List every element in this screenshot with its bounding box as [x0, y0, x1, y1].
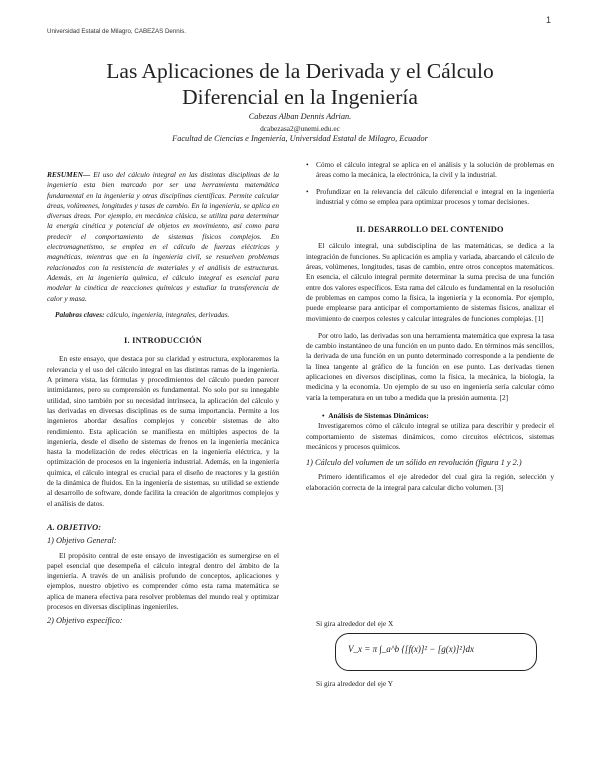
volume-equation: V_x = π ∫_a^b {[f(x)]² − [g(x)]²}dx: [348, 644, 474, 654]
keywords-label: Palabras claves:: [55, 309, 105, 319]
left-column: [47, 170, 279, 627]
desarrollo-paragraph-2: Por otro lado, las derivadas son una herramienta matemática que expresa la tasa de cambio instantáneo de una función en un punto dado. En términos más sencillos, la derivada de una función en un punto determinado corresponde a la pendiente de la línea tangente al gráfico de la función en ese punto. Las derivadas tienen aplicaciones en diversos disciplinas, como la física, la mecánica, la biología, la medicina y la economía. Un ejemplo de su uso en ingeniería sería calcular cómo varía la temperatura en un tubo a medida que la presión aumenta. [2]: [306, 330, 554, 402]
volume-heading: 1) Cálculo del volumen de un sólido en revolución (figura 1 y 2.): [306, 458, 522, 468]
running-header: Universidad Estatal de Milagro, CABEZAS Dennis.: [47, 28, 186, 35]
desarrollo-paragraph-3: Investigaremos cómo el cálculo integral se utiliza para describir y predecir el comportamiento de sistemas dinámicos, como circuitos eléctricos, sistemas mecánicos y procesos químicos.: [306, 421, 554, 451]
objetivo-general-text: El propósito central de este ensayo de investigación es sumergirse en el papel esencial que desempeña el cálculo integral dentro del ámbito de la ingeniería. A través de un análisis profundo de conceptos, aplicaciones y ejemplos, nuestro objetivo es comprender cómo esta rama matemática se aplica de manera efectiva para resolver problemas del mundo real y optimizar procesos en diversas disciplinas ingenieriles.: [47, 550, 279, 611]
bullet-item-1: • Cómo el cálculo integral se aplica en el análisis y la solución de problemas en áreas como la mecánica, la electrónica, la civil y la industrial.: [306, 160, 554, 180]
paper-title: [0, 58, 600, 110]
desarrollo-paragraph-1: El cálculo integral, una subdisciplina de las matemáticas, se dedica a la integración de funciones. Su aplicación es amplia y variada, abarcando el cálculo de áreas, volúmenes, longitudes, tasas de cambio, entre otros conceptos matemáticos. En esencia, el cálculo integral permite determinar la suma precisa de una función entre dos valores específicos. Esta rama del cálculo es fundamental en la resolución de problemas en campos como la física, la ingeniería y la economía. Por ejemplo, puede emplearse para anticipar el comportamiento de sistemas físicos, analizar el movimiento de cuerpos celestes y calcular integrales de funciones complejas. [1]: [306, 241, 554, 323]
intro-heading: I. INTRODUCCIÓN: [124, 336, 202, 346]
title-line-1: Las Aplicaciones de la Derivada y el Cálculo: [106, 59, 494, 83]
intro-paragraph: En este ensayo, que destaca por su claridad y estructura, exploraremos la relevancia y el uso del cálculo integral en las distintas ramas de la ingeniería. A primera vista, las fórmulas y procedimientos del cálculo pueden parecer intimidantes, pero su comprensión es fundamental. No solo por su innegable utilidad, sino también por su necesidad intrínseca, la aplicación del cálculo y las derivadas en diversas disciplinas es de suma importancia. Permite a los ingenieros abordar desafíos complejos y concebir sistemas de alto rendimiento. Esta aplicación se manifiesta en múltiples aspectos de la ingeniería, desde el diseño de sistemas de frenos en la ingeniería mecánica hasta la modelización de redes eléctricas en la ingeniería eléctrica, y la optimización de procesos en la ingeniería industrial. Además, en la ingeniería química, el cálculo integral es crucial para el diseño de reactores y la gestión de la dinámica de fluidos. En la ingeniería de sistemas, su utilidad se extiende al desarrollo de software, donde facilita la creación de algoritmos complejos y el análisis de datos.: [47, 354, 279, 508]
sub-bullet: • Análisis de Sistemas Dinámicos:: [322, 410, 429, 420]
author-affiliation: Facultad de Ciencias e Ingeniería, Universidad Estatal de Milagro, Ecuador: [172, 134, 428, 143]
author-name: Cabezas Alban Dennis Adrian.: [248, 112, 352, 121]
bullet-icon: •: [306, 160, 309, 169]
page-number: 1: [546, 15, 552, 25]
abstract-label: RESUMEN—: [47, 170, 91, 179]
author-email: dcabezasa2@unemi.edu.ec: [260, 124, 340, 133]
objetivo-heading: A. OBJETIVO:: [47, 522, 101, 532]
keywords-text: cálculo, ingeniería, integrales, derivadas.: [104, 309, 230, 319]
eje-x-label: Si gira alrededor del eje X: [316, 619, 394, 628]
desarrollo-paragraph-4: Primero identificamos el eje alrededor del cual gira la región, selección y elaboración correcta de la integral para calcular dicho volumen. [3]: [306, 472, 554, 492]
eje-y-label: Si gira alrededor del eje Y: [316, 679, 394, 688]
title-line-2: Diferencial en la Ingeniería: [182, 85, 418, 109]
bullet-item-2: • Profundizar en la relevancia del cálculo diferencial e integral en la ingeniería industrial y cómo se emplea para optimizar procesos y tomar decisiones.: [306, 186, 554, 206]
objetivo-especifico-heading: 2) Objetivo específico:: [47, 616, 123, 626]
bullet-icon: •: [322, 410, 329, 420]
abstract: [47, 170, 279, 304]
desarrollo-heading: II. DESARROLLO DEL CONTENIDO: [356, 225, 504, 235]
keywords: [47, 310, 279, 320]
volume-equation-box: [335, 633, 537, 671]
right-column: [306, 160, 554, 493]
objetivo-general-heading: 1) Objetivo General:: [47, 536, 117, 546]
abstract-text: El uso del cálculo integral en las distintas disciplinas de la ingeniería esta bien marcado por ser una herramienta matemática fundamental en la ingeniería y otras disciplinas científicas. Permite calcular áreas, volúmenes, longitudes y tasas de cambio. En la ingeniería, se aplica en diversas áreas. Por ejemplo, en mecánica clásica, se utiliza para determinar la energía cinética y potencial de objetos en movimiento, así como para predecir el comportamiento de sistemas físicos complejos. En electromagnetismo, se emplea en el cálculo de fuerzas eléctricas y magnéticas, mientras que en la ingeniería civil, se resuelven problemas relacionados con la resistencia de materiales y el análisis de estructuras. Además, en la ingeniería química, el cálculo integral es esencial para modelar la cinética de reacciones químicas y estudiar la transferencia de calor y masa.: [47, 170, 279, 303]
bullet-icon: •: [306, 186, 309, 196]
